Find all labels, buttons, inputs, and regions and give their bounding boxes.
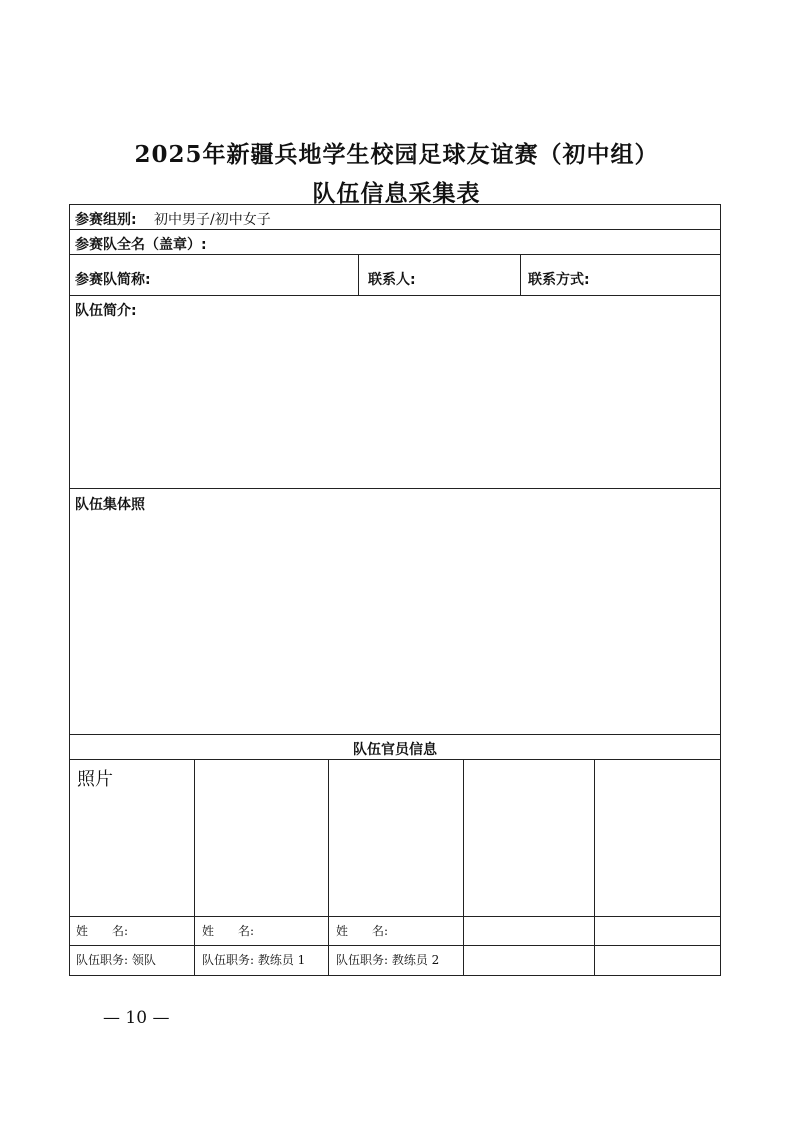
group-photo-label: 队伍集体照 xyxy=(75,497,145,513)
contact-label: 联系人: xyxy=(368,272,416,288)
group-value: 初中男子/初中女子 xyxy=(154,212,271,228)
fullname-label: 参赛队全名（盖章）: xyxy=(75,237,207,253)
official-role-label: 队伍职务: 教练员 2 xyxy=(336,953,440,967)
col-divider xyxy=(358,254,359,295)
official-role-label: 队伍职务: 教练员 1 xyxy=(202,953,306,967)
col-divider xyxy=(328,759,329,976)
row-divider xyxy=(70,229,720,230)
row-divider xyxy=(70,295,720,296)
intro-label: 队伍简介: xyxy=(75,303,137,319)
document-subtitle: 队伍信息采集表 xyxy=(312,180,481,207)
photo-label: 照片 xyxy=(77,769,113,790)
row-divider xyxy=(70,254,720,255)
official-name-label: 姓 名: xyxy=(336,924,389,938)
official-role-label: 队伍职务: 领队 xyxy=(76,953,156,967)
contact-method-label: 联系方式: xyxy=(528,272,590,288)
row-divider xyxy=(70,759,720,760)
info-form-table xyxy=(69,204,721,976)
col-divider xyxy=(463,759,464,976)
row-divider xyxy=(70,945,720,946)
col-divider xyxy=(520,254,521,295)
row-divider xyxy=(70,734,720,735)
group-label: 参赛组别: xyxy=(75,212,137,228)
document-title: 2025年新疆兵地学生校园足球友谊赛（初中组） xyxy=(134,141,659,168)
col-divider xyxy=(594,759,595,976)
official-name-label: 姓 名: xyxy=(76,924,129,938)
row-divider xyxy=(70,488,720,489)
shortname-label: 参赛队简称: xyxy=(75,272,151,288)
col-divider xyxy=(194,759,195,976)
officials-header: 队伍官员信息 xyxy=(353,742,437,758)
official-name-label: 姓 名: xyxy=(202,924,255,938)
page-number: — 10 — xyxy=(103,1008,170,1028)
row-divider xyxy=(70,916,720,917)
